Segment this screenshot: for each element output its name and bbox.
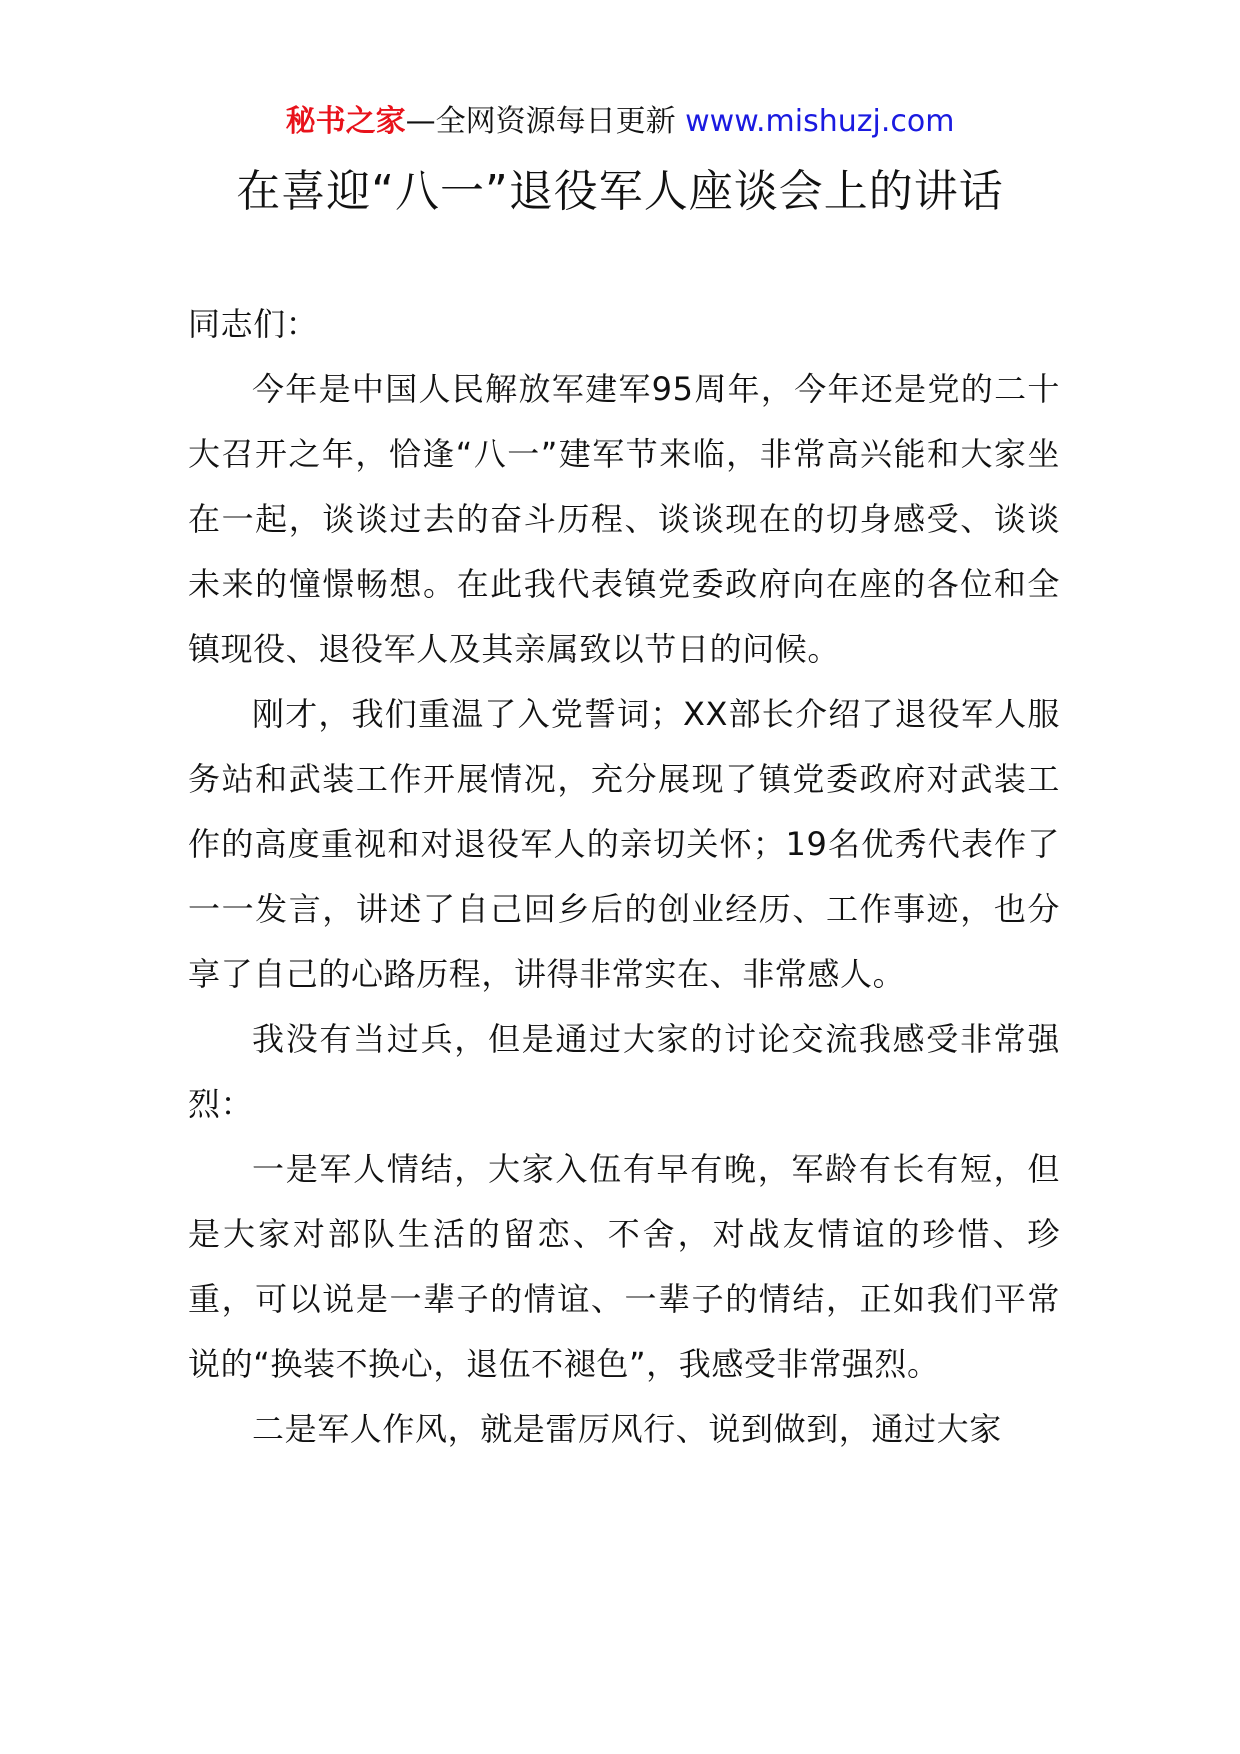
site-header (0, 100, 1240, 144)
body-paragraph: 一是军人情结，大家入伍有早有晚，军龄有长有短，但是大家对部队生活的留恋、不舍，对战友情谊的珍惜、珍重，可以说是一辈子的情谊、一辈子的情结，正如我们平常说的“换装不换心，退伍不褪色”，我感受非常强烈。 (188, 1150, 1060, 1383)
body-paragraph: 刚才，我们重温了入党誓词；XX部长介绍了退役军人服务站和武装工作开展情况，充分展现了镇党委政府对武装工作的高度重视和对退役军人的亲切关怀；19名优秀代表作了一一发言，讲述了自己回乡后的创业经历、工作事迹，也分享了自己的心路历程，讲得非常实在、非常感人。 (188, 695, 1060, 993)
document-body (188, 292, 1060, 1462)
body-paragraph: 我没有当过兵，但是通过大家的讨论交流我感受非常强烈： (188, 1020, 1060, 1123)
document-title: 在喜迎“八一”退役军人座谈会上的讲话 (236, 166, 1004, 217)
site-tagline: —全网资源每日更新 (405, 104, 676, 139)
body-paragraph: 今年是中国人民解放军建军95周年，今年还是党的二十大召开之年，恰逢“八一”建军节来临，非常高兴能和大家坐在一起，谈谈过去的奋斗历程、谈谈现在的切身感受、谈谈未来的憧憬畅想。在此我代表镇党委政府向在座的各位和全镇现役、退役军人及其亲属致以节日的问候。 (188, 370, 1060, 668)
site-url-link[interactable]: www.mishuzj.com (685, 104, 955, 139)
salutation: 同志们： (188, 305, 319, 343)
brand-name: 秘书之家 (285, 104, 406, 139)
body-paragraph: 二是军人作风，就是雷厉风行、说到做到，通过大家 (252, 1410, 1002, 1448)
